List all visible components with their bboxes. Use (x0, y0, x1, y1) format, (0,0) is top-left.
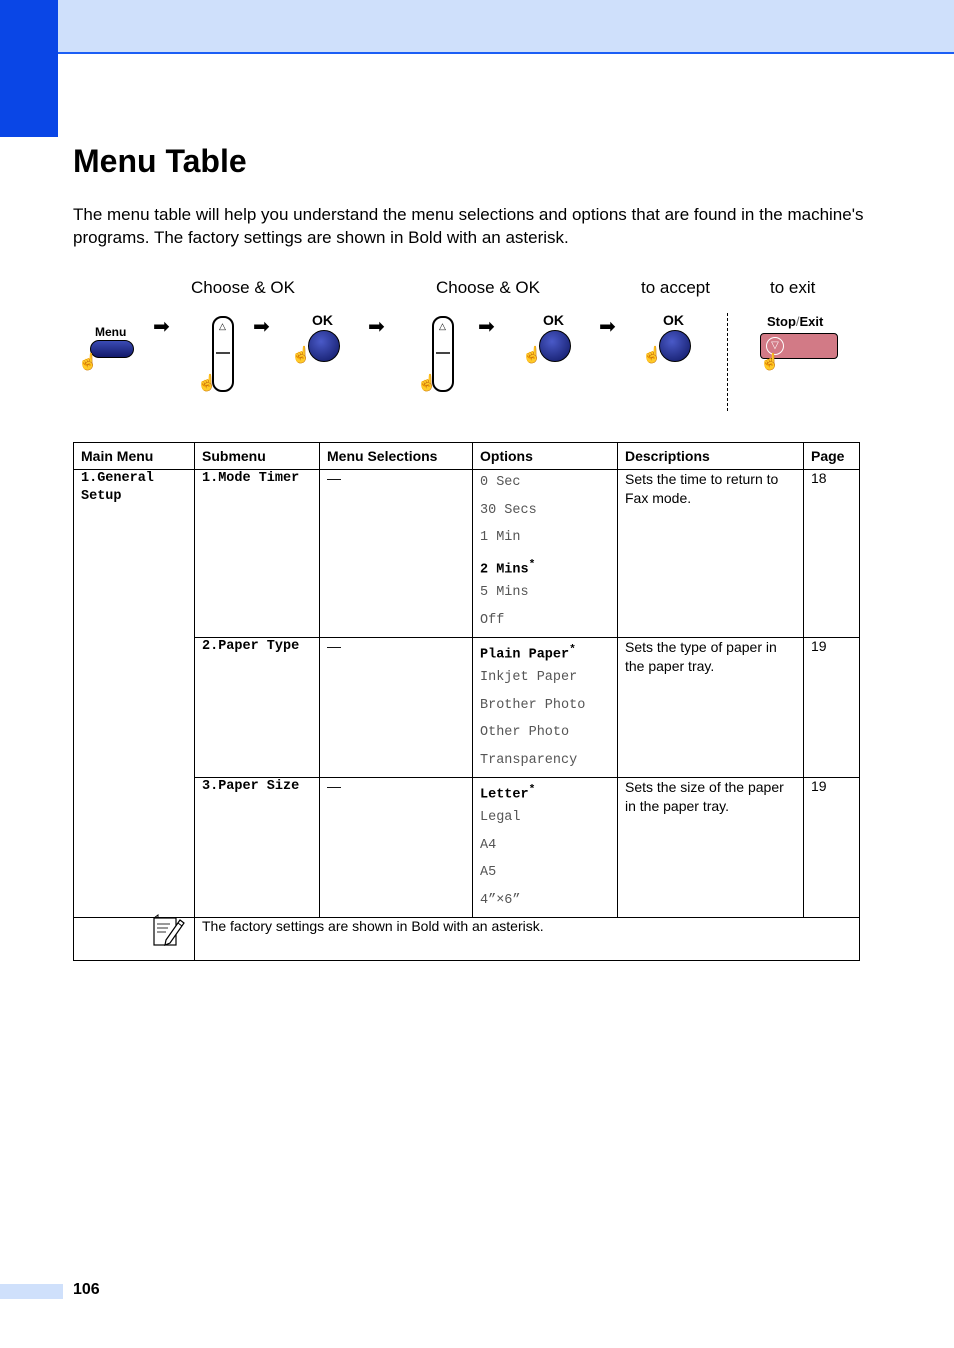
menu-selection-cell: — (320, 777, 473, 917)
submenu-cell: 3.Paper Size (195, 777, 320, 917)
menu-button-label: Menu (95, 325, 127, 339)
page-cell: 19 (804, 637, 860, 777)
hand-pointer-icon: ☝ (78, 354, 98, 371)
option-item: 0 Sec (480, 475, 521, 490)
option-item: A4 (480, 837, 497, 853)
description-cell: Sets the time to return to Fax mode. (618, 470, 804, 638)
menu-table (73, 442, 860, 961)
option-item: Off (480, 612, 505, 628)
hand-pointer-icon: ☝ (760, 354, 780, 371)
column-header: Options (473, 443, 618, 470)
arrow-right-icon: ➡ (478, 316, 495, 338)
arrow-right-icon: ➡ (599, 316, 616, 338)
ok-button-icon (539, 330, 571, 362)
column-header: Descriptions (618, 443, 804, 470)
page-number: 106 (73, 1281, 100, 1298)
hand-pointer-icon: ☝ (417, 375, 437, 392)
arrow-right-icon: ➡ (368, 316, 385, 338)
column-header: Main Menu (74, 443, 195, 470)
stop-exit-label: Stop/Exit (767, 314, 824, 329)
description-cell: Sets the type of paper in the paper tray. (618, 637, 804, 777)
option-item: Inkjet Paper (480, 670, 578, 686)
column-header: Submenu (195, 443, 320, 470)
note-row (74, 917, 860, 960)
submenu-cell: 1.Mode Timer (195, 470, 320, 638)
column-header: Page (804, 443, 860, 470)
ok-button-label: OK (312, 312, 333, 328)
step-label-to-accept: to accept (641, 278, 710, 297)
step-label-choose-ok-2: Choose & OK (436, 278, 540, 297)
option-item-default: Plain Paper* (480, 643, 576, 663)
option-item: 5 Mins (480, 585, 529, 601)
option-item-default: 2 Mins* (480, 558, 536, 578)
menu-selection-cell: — (320, 637, 473, 777)
hand-pointer-icon: ☝ (642, 347, 662, 364)
ok-button-label: OK (543, 312, 564, 328)
dashed-divider (727, 313, 728, 411)
option-item: A5 (480, 865, 497, 881)
table-header-row (74, 443, 860, 470)
option-item: 1 Min (480, 530, 521, 546)
hand-pointer-icon: ☝ (291, 347, 311, 364)
navigation-rocker-icon: △ (432, 316, 454, 392)
options-cell (473, 637, 618, 777)
column-header: Menu Selections (320, 443, 473, 470)
description-cell: Sets the size of the paper in the paper tray. (618, 777, 804, 917)
hand-pointer-icon: ☝ (197, 375, 217, 392)
note-pencil-icon (152, 914, 186, 948)
table-row (74, 470, 860, 638)
hand-pointer-icon: ☝ (522, 347, 542, 364)
ok-button-icon (308, 330, 340, 362)
page-cell: 18 (804, 470, 860, 638)
corner-block (0, 0, 58, 137)
option-item: Other Photo (480, 725, 570, 741)
option-item: Transparency (480, 752, 578, 768)
option-item-default: Letter* (480, 783, 536, 803)
menu-selection-cell: — (320, 470, 473, 638)
main-menu-cell: 1.General Setup (74, 470, 195, 918)
option-item: 30 Secs (480, 502, 537, 518)
options-cell (473, 777, 618, 917)
submenu-cell: 2.Paper Type (195, 637, 320, 777)
header-band (58, 0, 954, 54)
navigation-rocker-icon: △ (212, 316, 234, 392)
option-item: Legal (480, 810, 521, 826)
page-cell: 19 (804, 777, 860, 917)
arrow-right-icon: ➡ (153, 316, 170, 338)
note-text: The factory settings are shown in Bold with an asterisk. (195, 917, 860, 960)
options-cell (473, 470, 618, 638)
step-label-to-exit: to exit (770, 278, 816, 297)
page-number-bar (0, 1284, 63, 1299)
arrow-right-icon: ➡ (253, 316, 270, 338)
option-item: Brother Photo (480, 697, 586, 713)
ok-button-icon (659, 330, 691, 362)
step-label-choose-ok-1: Choose & OK (191, 278, 295, 297)
ok-button-label: OK (663, 312, 684, 328)
intro-paragraph: The menu table will help you understand the menu selections and options that are found in the machine's programs. The factory settings are shown in Bold with an asterisk. (73, 205, 864, 247)
option-item: 4”×6” (480, 892, 521, 908)
stop-icon: ▽ (766, 337, 784, 355)
page-title: Menu Table (73, 143, 247, 179)
